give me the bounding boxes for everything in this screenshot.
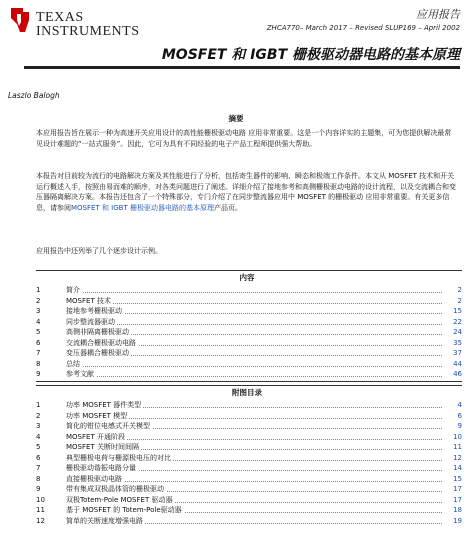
- toc-page-link[interactable]: 2: [442, 285, 462, 296]
- toc-number: 4: [36, 317, 41, 326]
- toc-number: 6: [36, 338, 41, 347]
- ti-logo[interactable]: [6, 6, 156, 40]
- figures-page-link[interactable]: 17: [442, 484, 462, 495]
- figures-top-rule: [36, 385, 462, 386]
- figures-label-text: 带有集成双极晶体管的栅极驱动: [66, 485, 164, 493]
- toc-label[interactable]: [66, 285, 436, 296]
- toc-number: 1: [36, 286, 41, 294]
- figures-label-text: MOSFET 关断时间间隔: [66, 443, 139, 451]
- toc-label[interactable]: [66, 338, 436, 349]
- figures-number: 10: [36, 495, 45, 504]
- toc-page-link[interactable]: 2: [442, 296, 462, 307]
- product-page-link[interactable]: MOSFET 和 IGBT 栅极驱动器电路的基本原理: [71, 203, 214, 212]
- toc-heading: 内容: [239, 273, 255, 282]
- figures-label-text: 基于 MOSFET 的 Totem-Pole驱动器: [66, 506, 182, 514]
- toc-page-link[interactable]: 37: [442, 348, 462, 359]
- figures-label[interactable]: [66, 505, 436, 516]
- figures-row[interactable]: [36, 453, 462, 464]
- toc-label[interactable]: [66, 306, 436, 317]
- figures-number: 1: [36, 401, 41, 409]
- figures-number: 5: [36, 443, 41, 451]
- figures-label[interactable]: [66, 421, 436, 432]
- figures-label-text: 功率 MOSFET 模型: [66, 411, 128, 420]
- figures-label[interactable]: [66, 516, 436, 527]
- figures-label[interactable]: [66, 453, 436, 464]
- toc-bottom-rule: [36, 381, 462, 382]
- figures-row[interactable]: [36, 442, 462, 453]
- toc-page-link[interactable]: 46: [442, 369, 462, 380]
- figures-page-link[interactable]: 11: [442, 442, 462, 453]
- toc-label-text: 简介: [66, 286, 80, 294]
- toc-row[interactable]: [36, 285, 462, 296]
- toc-label[interactable]: [66, 369, 436, 380]
- toc-number: 3: [36, 307, 41, 315]
- figures-label-text: 双极Totem-Pole MOSFET 驱动器: [66, 495, 173, 504]
- title-divider: [24, 66, 460, 69]
- figures-label[interactable]: [66, 495, 436, 506]
- figures-row[interactable]: [36, 421, 462, 432]
- figures-label-text: 功率 MOSFET 器件类型: [66, 401, 142, 409]
- toc-page-link[interactable]: 15: [442, 306, 462, 317]
- figures-label[interactable]: [66, 400, 436, 411]
- figures-number: 2: [36, 411, 41, 420]
- toc-row[interactable]: [36, 348, 462, 359]
- document-number: ZHCA770– March 2017 – Revised SLUP169 – April 2002: [266, 24, 460, 32]
- figures-label-text: 简化的钳位电感式开关模型: [66, 422, 150, 430]
- logo-line-2: INSTRUMENTS: [36, 24, 140, 39]
- logo-line-1: TEXAS: [36, 10, 84, 25]
- toc-row[interactable]: [36, 306, 462, 317]
- figures-row[interactable]: [36, 505, 462, 516]
- toc-number: 5: [36, 328, 41, 336]
- toc-page-link[interactable]: 44: [442, 359, 462, 370]
- figures-row[interactable]: [36, 516, 462, 527]
- figures-list: [36, 400, 462, 526]
- toc-number: 9: [36, 370, 41, 378]
- toc-label-text: MOSFET 技术: [66, 296, 111, 305]
- figures-row[interactable]: [36, 400, 462, 411]
- figures-row[interactable]: [36, 484, 462, 495]
- toc-label[interactable]: [66, 348, 436, 359]
- figures-page-link[interactable]: 4: [442, 400, 462, 411]
- figures-heading: 附图目录: [232, 388, 262, 397]
- toc-row[interactable]: [36, 338, 462, 349]
- toc-row[interactable]: [36, 317, 462, 328]
- abstract-paragraph-2: [36, 171, 458, 213]
- toc-label-text: 同步整流器驱动: [66, 317, 115, 326]
- abstract-paragraph-1: 本应用报告旨在展示一种为高速开关应用设计的高性能栅极驱动电路 应用非常重要。这是一个内容详实的主题集，可为您提供解决最常见设计难题的“一站式服务”。因此，它可为具有不同经验的电子产品工程师提供强大帮助。: [36, 129, 452, 148]
- toc-row[interactable]: [36, 369, 462, 380]
- figures-row[interactable]: [36, 463, 462, 474]
- figures-label[interactable]: [66, 411, 436, 422]
- toc-number: 7: [36, 349, 41, 357]
- abstract-paragraph-2-tail: 产品页。: [213, 203, 242, 212]
- figures-label-text: 典型栅极电荷与栅源极电压的对比: [66, 453, 171, 462]
- toc-label[interactable]: [66, 296, 436, 307]
- toc-row[interactable]: [36, 327, 462, 338]
- figures-number: 3: [36, 422, 41, 430]
- page-title: MOSFET 和 IGBT 栅极驱动器电路的基本原理: [161, 47, 460, 63]
- toc-label[interactable]: [66, 327, 436, 338]
- toc-page-link[interactable]: 35: [442, 338, 462, 349]
- figures-row[interactable]: [36, 474, 462, 485]
- figures-row[interactable]: [36, 411, 462, 422]
- figures-row[interactable]: [36, 432, 462, 443]
- figures-label[interactable]: [66, 463, 436, 474]
- figures-label-text: 简单的关断速度增强电路: [66, 516, 143, 525]
- figures-label-text: MOSFET 开通阶段: [66, 432, 125, 441]
- figures-label[interactable]: [66, 432, 436, 443]
- toc-label-text: 总结: [66, 359, 80, 368]
- figures-page-link[interactable]: 18: [442, 505, 462, 516]
- figures-page-link[interactable]: 10: [442, 432, 462, 443]
- toc-number: 2: [36, 296, 41, 305]
- figures-number: 7: [36, 464, 41, 472]
- ti-logo-icon: [8, 6, 32, 34]
- figures-row[interactable]: [36, 495, 462, 506]
- toc-label-text: 交流耦合栅极驱动电路: [66, 338, 136, 347]
- toc-page-link[interactable]: 22: [442, 317, 462, 328]
- toc-page-link[interactable]: 24: [442, 327, 462, 338]
- toc-label-text: 参考文献: [66, 370, 94, 378]
- toc-row[interactable]: [36, 359, 462, 370]
- figures-page-link[interactable]: 9: [442, 421, 462, 432]
- abstract-paragraph-3: 应用报告中还列举了几个逐步设计示例。: [36, 247, 162, 255]
- figures-page-link[interactable]: 15: [442, 474, 462, 485]
- figures-page-link[interactable]: 17: [442, 495, 462, 506]
- figures-label[interactable]: [66, 442, 436, 453]
- abstract-paragraph-2-text: 本报告对目前较为流行的电路解决方案及其性能进行了分析，包括寄生器件的影响、瞬态和极端工作条件。本文从 MOSFET 技术和开关运行概述入手，按照由易而难的顺序，对各类问题进行了阐述。详细介绍了接地参考和高侧栅极驱动电路的设计流程，以及交流耦合和变压器隔离解决方案。本报告还包含了一个特殊部分，专门介绍了在同步整流器应用中 MOSFET 的栅极驱动 应用非常重要。有关更多信息，请参阅: [36, 172, 456, 212]
- author: Laszlo Balogh: [8, 91, 60, 100]
- figures-page-link[interactable]: 12: [442, 453, 462, 464]
- figures-number: 6: [36, 453, 41, 462]
- toc-top-rule: [36, 270, 462, 271]
- toc-label-text: 变压器耦合栅极驱动: [66, 349, 129, 357]
- figures-label-text: 栅极驱动谐振电路分量: [66, 464, 136, 472]
- figures-label[interactable]: [66, 484, 436, 495]
- toc-label-text: 接地参考栅极驱动: [66, 307, 122, 315]
- toc-label[interactable]: [66, 317, 436, 328]
- figures-number: 9: [36, 485, 41, 493]
- toc-number: 8: [36, 359, 41, 368]
- figures-page-link[interactable]: 6: [442, 411, 462, 422]
- figures-label-text: 直接栅极驱动电路: [66, 474, 122, 483]
- figures-number: 8: [36, 474, 41, 483]
- figures-page-link[interactable]: 14: [442, 463, 462, 474]
- figures-label[interactable]: [66, 474, 436, 485]
- abstract-heading: 摘要: [228, 114, 244, 123]
- figures-number: 11: [36, 506, 45, 514]
- toc-label[interactable]: [66, 359, 436, 370]
- toc-row[interactable]: [36, 296, 462, 307]
- toc-label-text: 高侧非隔离栅极驱动: [66, 328, 129, 336]
- figures-number: 4: [36, 432, 41, 441]
- figures-page-link[interactable]: 19: [442, 516, 462, 527]
- toc-list: [36, 285, 462, 380]
- document-type: 应用报告: [416, 8, 460, 21]
- figures-number: 12: [36, 516, 45, 525]
